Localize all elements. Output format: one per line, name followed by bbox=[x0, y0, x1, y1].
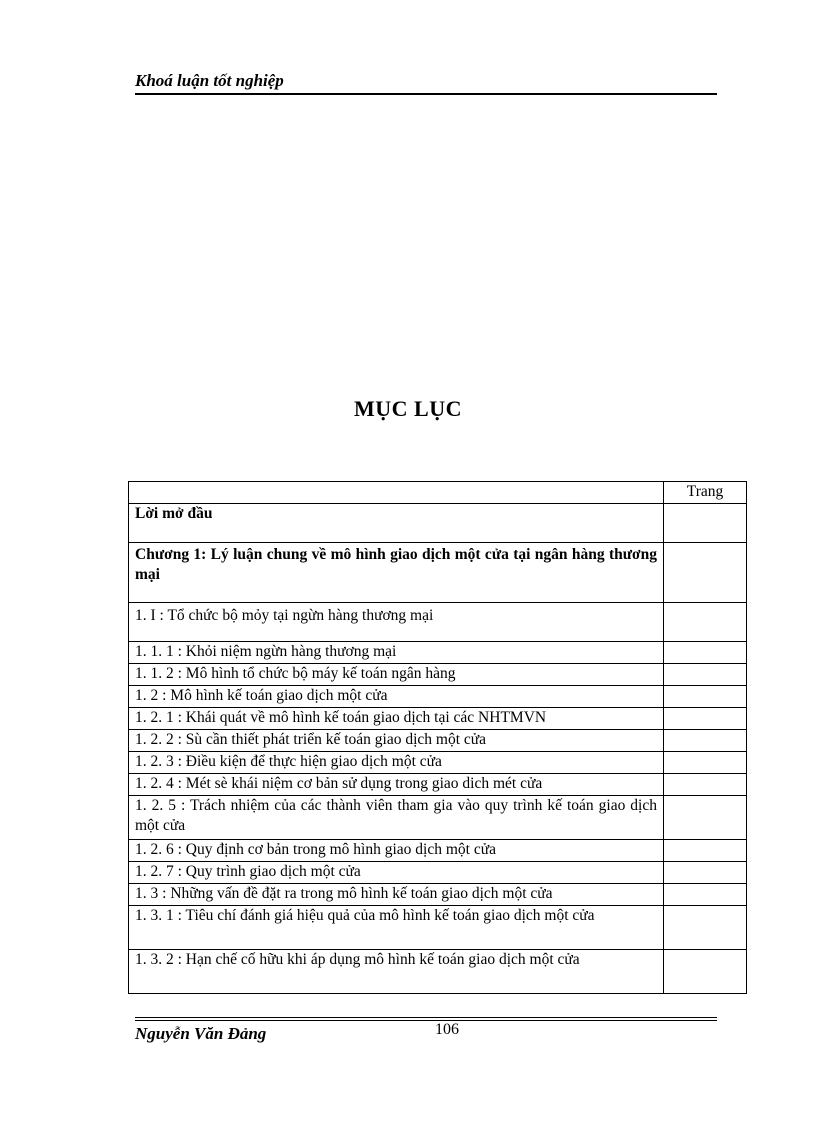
toc-row bbox=[129, 686, 747, 708]
toc-entry: 1. 2. 7 : Quy trình giao dịch một cửa bbox=[129, 862, 664, 884]
toc-header-row bbox=[129, 482, 747, 504]
toc-page bbox=[664, 862, 747, 884]
toc-entry: 1. 2. 4 : Mét sè khái niệm cơ bản sử dụng trong giao dich mét cửa bbox=[129, 774, 664, 796]
toc-page-column-label: Trang bbox=[664, 482, 747, 504]
toc-page bbox=[664, 906, 747, 950]
toc-entry: 1. 1. 2 : Mô hình tổ chức bộ máy kế toán ngân hàng bbox=[129, 664, 664, 686]
toc-entry: 1. 2. 5 : Trách nhiệm của các thành viên tham gia vào quy trình kế toán giao dịch một cửa bbox=[129, 796, 664, 840]
toc-page bbox=[664, 840, 747, 862]
toc-page bbox=[664, 664, 747, 686]
toc-row bbox=[129, 906, 747, 950]
toc-entry: 1. 3 : Những vấn đề đặt ra trong mô hình kế toán giao dịch một cửa bbox=[129, 884, 664, 906]
page-footer bbox=[135, 1017, 717, 1043]
toc-row bbox=[129, 642, 747, 664]
toc-row bbox=[129, 884, 747, 906]
toc-entry: 1. 2. 6 : Quy định cơ bản trong mô hình giao dịch một cửa bbox=[129, 840, 664, 862]
footer-rule bbox=[135, 1020, 717, 1021]
toc-row bbox=[129, 950, 747, 994]
toc-entry: 1. 3. 2 : Hạn chế cố hữu khi áp dụng mô hình kế toán giao dịch một cửa bbox=[129, 950, 664, 994]
toc-entry: Lời mở đầu bbox=[129, 504, 664, 543]
toc-row bbox=[129, 708, 747, 730]
header-title: Khoá luận tốt nghiệp bbox=[135, 71, 284, 90]
toc-entry: 1. 2. 1 : Khái quát về mô hình kế toán giao dịch tại các NHTMVN bbox=[129, 708, 664, 730]
page-header bbox=[135, 70, 717, 95]
toc-page bbox=[664, 950, 747, 994]
toc-page bbox=[664, 504, 747, 543]
toc-page bbox=[664, 603, 747, 642]
toc-page bbox=[664, 686, 747, 708]
toc-row bbox=[129, 862, 747, 884]
toc-page bbox=[664, 543, 747, 603]
toc-row bbox=[129, 774, 747, 796]
toc-entry: 1. 2 : Mô hình kế toán giao dịch một cửa bbox=[129, 686, 664, 708]
toc-row bbox=[129, 543, 747, 603]
toc-row bbox=[129, 796, 747, 840]
toc-header-blank bbox=[129, 482, 664, 504]
footer-rule bbox=[135, 1017, 717, 1018]
toc-row bbox=[129, 603, 747, 642]
toc-row bbox=[129, 752, 747, 774]
toc-page bbox=[664, 884, 747, 906]
footer-author: Nguyễn Văn Đảng bbox=[135, 1024, 267, 1043]
toc-entry: Chương 1: Lý luận chung về mô hình giao dịch một cửa tại ngân hàng thương mại bbox=[129, 543, 664, 603]
toc-page bbox=[664, 752, 747, 774]
toc-row bbox=[129, 840, 747, 862]
header-rule bbox=[135, 93, 717, 95]
toc-row bbox=[129, 730, 747, 752]
toc-entry: 1. 2. 3 : Điều kiện để thực hiện giao dịch một cửa bbox=[129, 752, 664, 774]
toc-heading: MỤC LỤC bbox=[354, 396, 462, 421]
toc-page bbox=[664, 730, 747, 752]
toc-entry: 1. 3. 1 : Tiêu chí đánh giá hiệu quả của mô hình kế toán giao dịch một cửa bbox=[129, 906, 664, 950]
toc-page bbox=[664, 642, 747, 664]
toc-entry: 1. 2. 2 : Sù cần thiết phát triển kế toán giao dịch một cửa bbox=[129, 730, 664, 752]
toc-page bbox=[664, 708, 747, 730]
toc-page bbox=[664, 774, 747, 796]
page-number: 106 bbox=[435, 1021, 459, 1038]
toc-row bbox=[129, 504, 747, 543]
toc-table bbox=[128, 481, 747, 994]
toc-entry: 1. I : Tổ chức bộ mỏy tại ngừn hàng thương mại bbox=[129, 603, 664, 642]
toc-row bbox=[129, 664, 747, 686]
toc-page bbox=[664, 796, 747, 840]
toc-entry: 1. 1. 1 : Khỏi niệm ngừn hàng thương mại bbox=[129, 642, 664, 664]
